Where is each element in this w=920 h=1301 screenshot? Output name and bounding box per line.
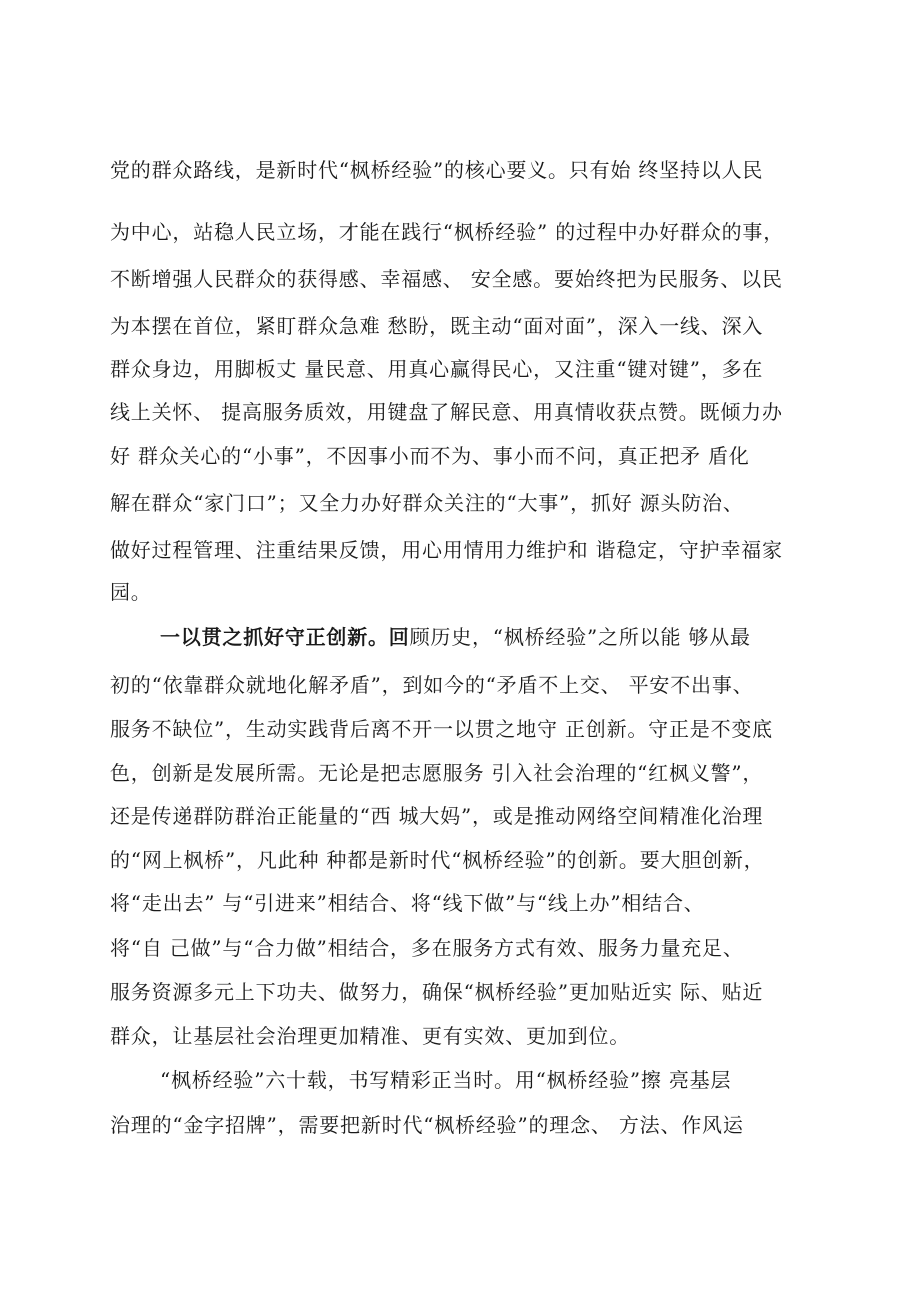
paragraph-2-line-3: 服务不缺位”，生动实践背后离不开一以贯之地守 正创新。守正是不变底	[110, 717, 773, 741]
paragraph-1-line-10: 园。	[110, 580, 152, 604]
paragraph-2-line-10: 群众，让基层社会治理更加精准、更有实效、更加到位。	[110, 1024, 630, 1048]
paragraph-1-line-5: 群众身边，用脚板丈 量民意、用真心赢得民心，又注重“键对键”，多在	[110, 357, 764, 381]
paragraph-1-line-4: 为本摆在首位，紧盯群众急难 愁盼，既主动“面对面”，深入一线、深入	[110, 314, 764, 338]
paragraph-2-line-7: 将“走出去” 与“引进来”相结合、将“线下做”与“线上办”相结合、	[110, 891, 705, 915]
paragraph-3-line-2: 治理的“金字招牌”，需要把新时代“枫桥经验”的理念、 方法、作风运	[110, 1113, 744, 1137]
paragraph-2-line-5: 还是传递群防群治正能量的“西 城大妈”，或是推动网络空间精准化治理	[110, 804, 764, 828]
paragraph-2-first-line-rest: 顾历史，“枫桥经验”之所以能 够从最	[409, 625, 751, 649]
paragraph-2-line-8: 将“自 己做”与“合力做”相结合，多在服务方式有效、服务力量充足、	[110, 936, 744, 960]
paragraph-1-line-3: 不断增强人民群众的获得感、幸福感、 安全感。要始终把为民服务、以民	[110, 267, 783, 291]
paragraph-1-line-6: 线上关怀、 提高服务质效，用键盘了解民意、用真情收获点赞。既倾力办	[110, 400, 783, 424]
paragraph-2-line-4: 色，创新是发展所需。无论是把志愿服务 引入社会治理的“红枫义警”，	[110, 761, 764, 785]
paragraph-1-line-9: 做好过程管理、注重结果反馈，用心用情用力维护和 谐稳定，守护幸福家	[110, 538, 783, 562]
paragraph-2-line-1	[160, 624, 826, 650]
paragraph-1-line-1: 党的群众路线，是新时代“枫桥经验”的核心要义。只有始 终坚持以人民	[110, 158, 764, 182]
paragraph-1-line-8: 解在群众“家门口”；又全力办好群众关注的“大事”，抓好 源头防治、	[110, 491, 744, 515]
paragraph-2-line-9: 服务资源多元上下功夫、做努力，确保“枫桥经验”更加贴近实 际、贴近	[110, 980, 764, 1004]
paragraph-2-line-2: 初的“依靠群众就地化解矛盾”，到如今的“矛盾不上交、 平安不出事、	[110, 673, 754, 697]
paragraph-2-heading: 一以贯之抓好守正创新。回	[160, 625, 410, 649]
paragraph-3-line-1: “枫桥经验”六十载，书写精彩正当时。用“枫桥经验”擦 亮基层	[160, 1068, 732, 1092]
paragraph-1-line-7: 好 群众关心的“小事”，不因事小而不为、事小而不问，真正把矛 盾化	[110, 444, 750, 468]
paragraph-2-line-6: 的“网上枫桥”，凡此种 种都是新时代“枫桥经验”的创新。要大胆创新，	[110, 848, 765, 872]
paragraph-1-line-2: 为中心，站稳人民立场，才能在践行“枫桥经验” 的过程中办好群众的事，	[110, 220, 785, 244]
